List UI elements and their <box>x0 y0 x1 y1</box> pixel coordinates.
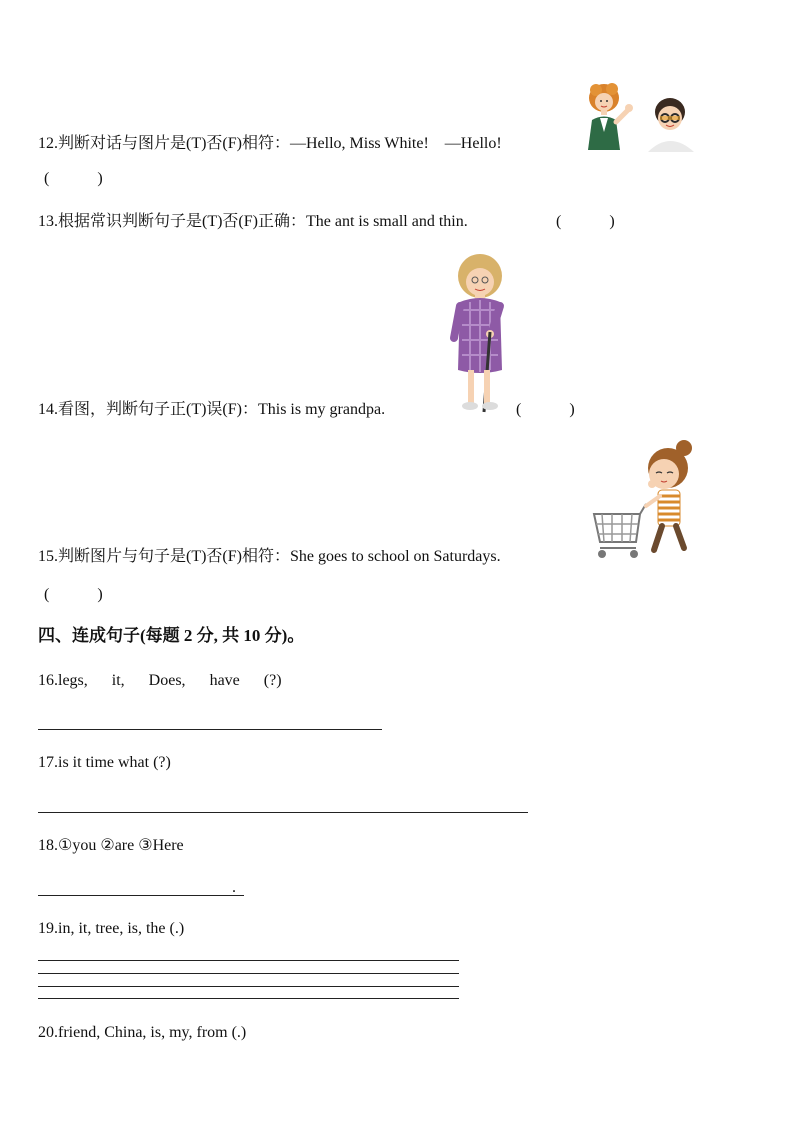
word-card: (?) <box>263 672 282 689</box>
question-17-text: is it time what (?) <box>58 754 171 771</box>
answer-paren-14[interactable]: ( ) <box>516 401 575 418</box>
question-18-text: ①you ②are ③Here <box>58 837 184 854</box>
question-20 <box>38 1023 246 1043</box>
question-16-number: 16. <box>38 672 58 689</box>
question-13 <box>38 212 468 232</box>
answer-paren-15[interactable]: ( ) <box>44 586 103 603</box>
two-people-greeting-icon <box>582 80 698 152</box>
writing-line-4[interactable] <box>38 998 459 999</box>
question-12-number: 12. <box>38 135 58 152</box>
question-19-number: 19. <box>38 920 58 937</box>
question-18 <box>38 836 184 856</box>
answer-paren-13[interactable]: ( ) <box>556 213 615 230</box>
question-19-text: in, it, tree, is, the (.) <box>58 920 185 937</box>
answer-line-16[interactable] <box>38 729 382 730</box>
writing-line-3[interactable] <box>38 986 459 987</box>
word-card: legs, <box>58 672 88 689</box>
question-15-text: 判断图片与句子是(T)否(F)相符：She goes to school on Saturdays. <box>58 548 501 565</box>
answer-line-18[interactable] <box>38 895 244 896</box>
word-card: it, <box>111 672 125 689</box>
question-12 <box>38 134 502 154</box>
question-16 <box>38 671 282 691</box>
question-20-number: 20. <box>38 1024 58 1041</box>
question-19 <box>38 919 184 939</box>
answer-paren-12[interactable]: ( ) <box>44 170 103 187</box>
girl-pushing-cart-icon <box>590 438 700 562</box>
question-17 <box>38 753 171 773</box>
grandma-with-cane-icon <box>440 250 520 416</box>
question-12-text: 判断对话与图片是(T)否(F)相符：—Hello, Miss White! —Hello! <box>58 135 502 152</box>
question-14-number: 14. <box>38 401 58 418</box>
question-18-number: 18. <box>38 837 58 854</box>
question-20-text: friend, China, is, my, from (.) <box>58 1024 247 1041</box>
word-card: Does, <box>148 672 186 689</box>
question-15-number: 15. <box>38 548 58 565</box>
question-13-text: 根据常识判断句子是(T)否(F)正确：The ant is small and thin. <box>58 213 468 230</box>
question-15 <box>38 547 501 567</box>
word-card: have <box>209 672 240 689</box>
section-4-title: 四、连成句子(每题 2 分, 共 10 分)。 <box>38 626 305 645</box>
question-13-number: 13. <box>38 213 58 230</box>
question-14 <box>38 400 385 420</box>
answer-line-17[interactable] <box>38 812 528 813</box>
answer-period-18: . <box>232 879 236 896</box>
writing-line-1[interactable] <box>38 960 459 961</box>
question-14-text: 看图，判断句子正(T)误(F)：This is my grandpa. <box>58 401 386 418</box>
writing-line-2[interactable] <box>38 973 459 974</box>
question-17-number: 17. <box>38 754 58 771</box>
